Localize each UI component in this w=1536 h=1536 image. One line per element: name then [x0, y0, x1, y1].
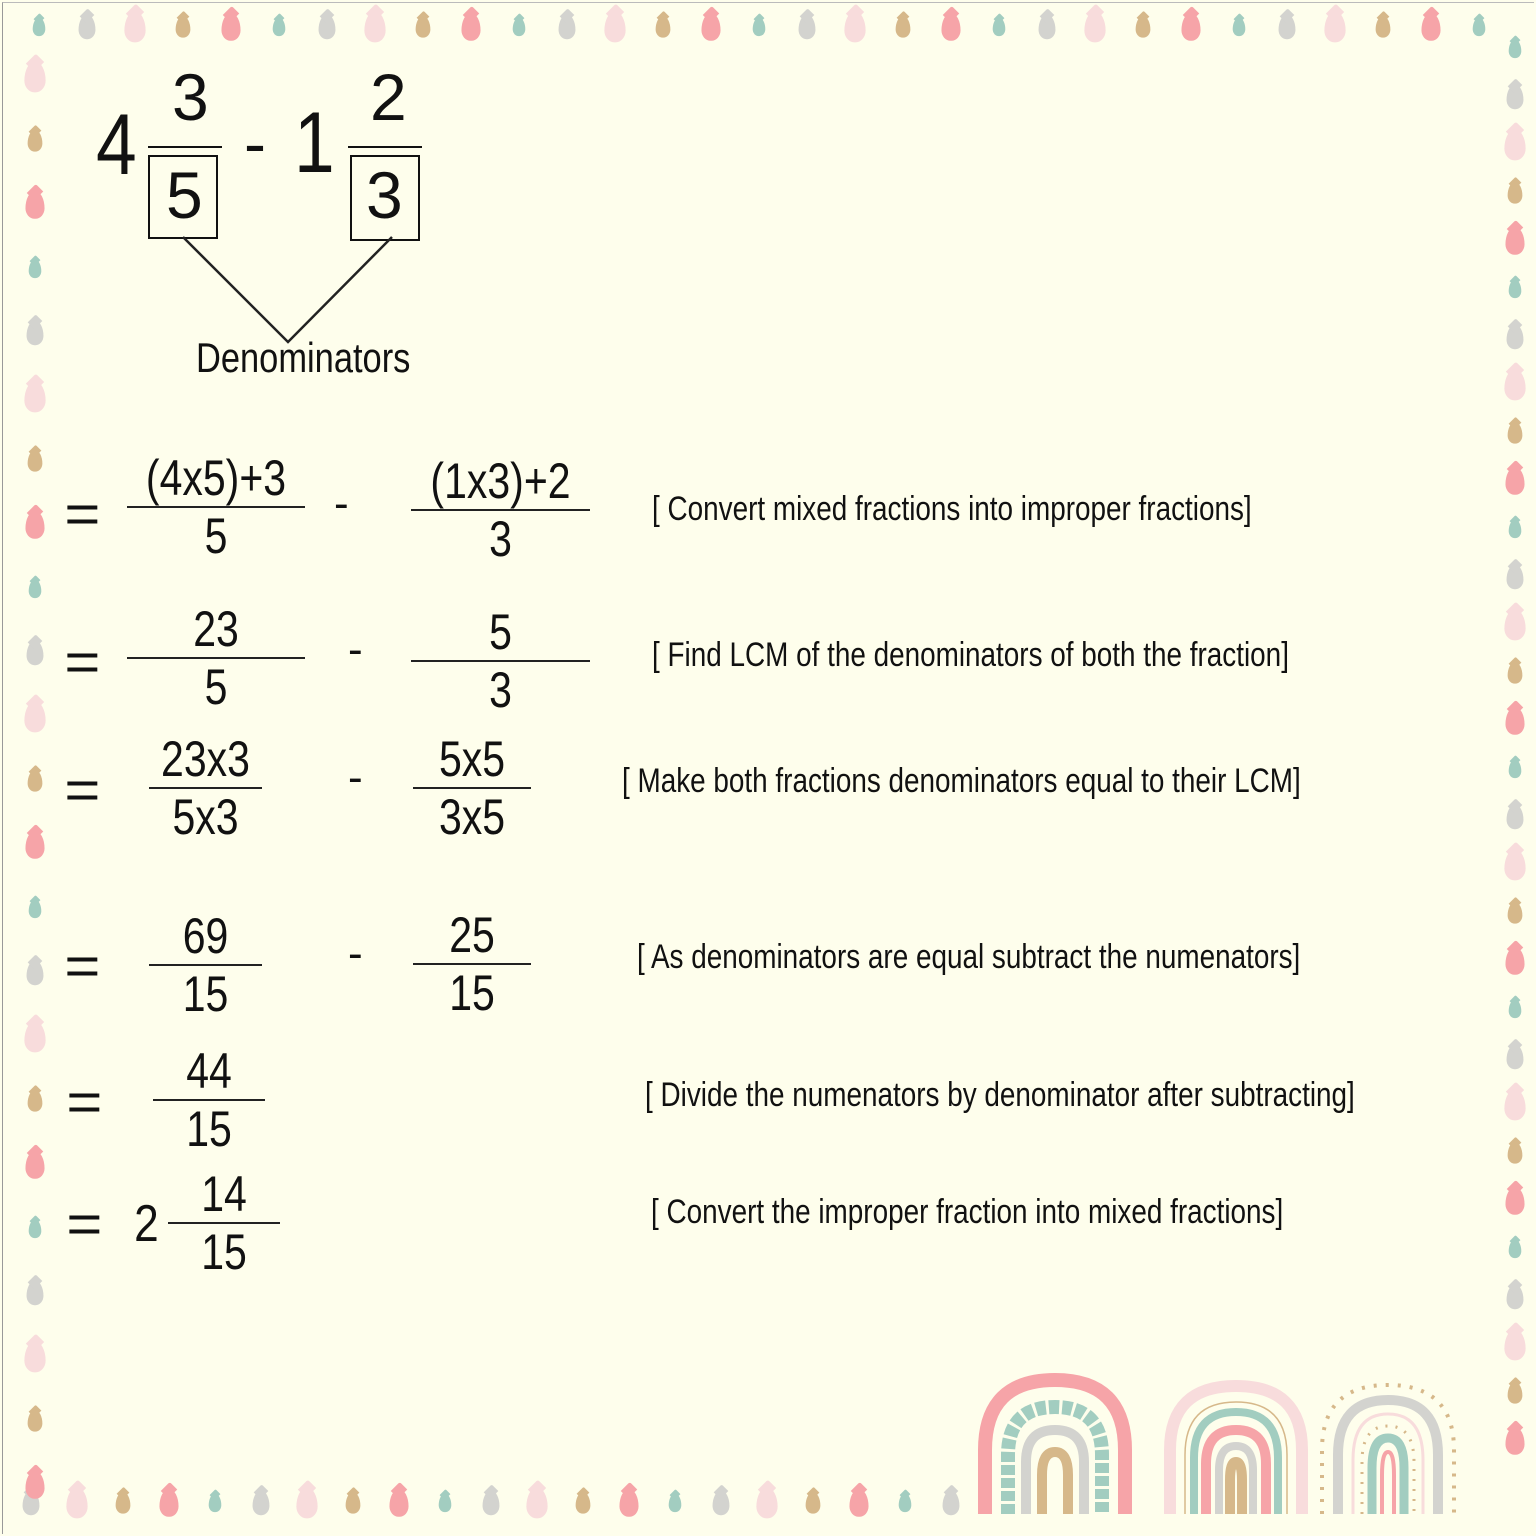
raindrop-icon [25, 1471, 44, 1499]
raindrop-icon [669, 1494, 682, 1512]
raindrop-icon [1376, 16, 1391, 37]
step-note: [ As denominators are equal subtract the numenators] [637, 938, 1301, 976]
raindrop-icon [1505, 707, 1524, 735]
numerator: 23 [193, 601, 239, 657]
minus-operator: - [348, 753, 363, 802]
numerator: 5 [489, 604, 512, 660]
raindrop-icon [1507, 1285, 1524, 1309]
raindrop-icon [29, 580, 42, 598]
right-fraction [413, 731, 531, 845]
raindrop-icon [1509, 520, 1522, 538]
raindrop-icon [806, 1492, 821, 1513]
rainbow-decorations [960, 1370, 1520, 1530]
right-fraction [411, 604, 590, 718]
raindrop-icon [1509, 1240, 1522, 1258]
left-fraction [127, 601, 305, 715]
raindrop-icon [559, 15, 576, 39]
denominator: 3x5 [438, 789, 506, 845]
equals-sign: = [64, 934, 101, 997]
raindrop-icon [28, 770, 43, 791]
raindrop-icon [701, 13, 720, 41]
raindrop-icon [27, 961, 44, 985]
raindrop-icon [29, 1220, 42, 1238]
denominator: 5 [204, 508, 228, 564]
raindrop-icon [1136, 16, 1151, 37]
raindrop-icon [1504, 1090, 1525, 1121]
numerator: 14 [201, 1166, 247, 1222]
raindrop-icon [25, 831, 44, 859]
numerator: (1x3)+2 [430, 453, 571, 509]
denominators-label: Denominators [196, 334, 411, 381]
raindrop-icon [1507, 325, 1524, 349]
raindrop-icon [1505, 947, 1524, 975]
numerator: 23x3 [161, 731, 250, 787]
raindrop-icon [1507, 565, 1524, 589]
raindrop-icon [1084, 12, 1105, 43]
raindrop-icon [1508, 182, 1523, 203]
raindrop-icon [25, 511, 44, 539]
raindrop-icon [439, 1494, 452, 1512]
denominator: 15 [201, 1224, 247, 1280]
minus-operator: - [334, 479, 349, 528]
raindrop-icon [209, 1494, 222, 1512]
raindrop-icon [116, 1492, 131, 1513]
denominator: 3 [489, 511, 512, 567]
minus-operator: - [244, 106, 266, 180]
raindrop-icon [1504, 130, 1525, 161]
left-fraction [149, 908, 262, 1022]
raindrop-icon [1504, 610, 1525, 641]
raindrop-icon [1505, 1187, 1524, 1215]
step-note: [ Convert the improper fraction into mixed fractions] [651, 1193, 1284, 1231]
raindrop-icon [24, 702, 45, 733]
left-fraction [127, 450, 305, 564]
right-fraction [413, 907, 531, 1021]
minus-operator: - [348, 929, 363, 978]
raindrop-icon [346, 1492, 361, 1513]
raindrop-icon [1507, 85, 1524, 109]
raindrop-icon [943, 1491, 960, 1515]
denominator: 5x3 [172, 789, 239, 845]
raindrop-icon [25, 1151, 44, 1179]
denominator: 15 [182, 966, 229, 1022]
raindrop-icon [844, 12, 865, 43]
numerator: 44 [186, 1043, 232, 1099]
raindrop-icon [619, 1489, 638, 1517]
raindrop-icon [1508, 422, 1523, 443]
raindrop-icon [1509, 40, 1522, 58]
denominator: 5 [204, 659, 228, 715]
raindrop-icon [1504, 370, 1525, 401]
raindrop-icon [1508, 662, 1523, 683]
raindrop-icon [1421, 13, 1440, 41]
raindrop-icon [1279, 15, 1296, 39]
numerator: 69 [182, 908, 229, 964]
raindrop-icon [1039, 15, 1056, 39]
raindrop-icon [993, 18, 1006, 36]
raindrop-icon [1509, 1000, 1522, 1018]
raindrop-icon [896, 16, 911, 37]
raindrop-icon [296, 1488, 317, 1519]
raindrop-icon [1505, 467, 1524, 495]
raindrop-icon [66, 1488, 87, 1519]
raindrop-icon [389, 1489, 408, 1517]
raindrop-icon [24, 1022, 45, 1053]
raindrop-icon [1508, 1142, 1523, 1163]
denominator-1: 5 [166, 158, 203, 232]
raindrop-icon [1473, 18, 1486, 36]
raindrop-icon [1181, 13, 1200, 41]
whole-number-2: 1 [294, 95, 335, 191]
numerator: (4x5)+3 [145, 450, 287, 506]
raindrop-icon [28, 1090, 43, 1111]
numerator-1: 3 [172, 60, 209, 134]
raindrop-icon [513, 18, 526, 36]
equals-sign: = [64, 482, 101, 545]
left-fraction [149, 731, 262, 845]
raindrop-icon [1324, 12, 1345, 43]
equals-sign: = [64, 758, 101, 821]
step-note: [ Divide the numenators by denominator after subtracting] [645, 1076, 1355, 1114]
raindrop-icon [28, 450, 43, 471]
equals-sign: = [66, 1192, 103, 1255]
denominator-2: 3 [366, 158, 403, 232]
raindrop-icon [1507, 1045, 1524, 1069]
denominator: 15 [449, 965, 495, 1021]
rainbow-2 [1170, 1386, 1302, 1514]
step-note: [ Convert mixed fractions into improper fractions] [652, 490, 1252, 528]
raindrop-icon [159, 1489, 178, 1517]
equals-sign: = [64, 630, 101, 693]
raindrop-icon [28, 1410, 43, 1431]
minus-operator: - [348, 625, 363, 674]
whole-number: 2 [134, 1195, 159, 1253]
whole-number-1: 4 [96, 97, 137, 193]
raindrop-icon [526, 1488, 547, 1519]
raindrop-icon [576, 1492, 591, 1513]
raindrop-icon [756, 1488, 777, 1519]
raindrop-icon [941, 13, 960, 41]
raindrop-icon [1509, 280, 1522, 298]
denominator: 3 [489, 662, 512, 718]
raindrop-icon [799, 15, 816, 39]
raindrop-icon [1505, 227, 1524, 255]
right-fraction [411, 453, 590, 567]
raindrop-icon [1504, 1330, 1525, 1361]
raindrop-icon [24, 1342, 45, 1373]
rainbow-3 [1322, 1385, 1454, 1514]
raindrop-icon [483, 1491, 500, 1515]
raindrop-icon [1509, 760, 1522, 778]
numerator-2: 2 [370, 60, 407, 134]
raindrop-icon [656, 16, 671, 37]
raindrop-icon [1507, 805, 1524, 829]
result-fraction [153, 1043, 265, 1157]
raindrop-icon [753, 18, 766, 36]
raindrop-icon [27, 1281, 44, 1305]
raindrop-icon [253, 1491, 270, 1515]
raindrop-icon [604, 12, 625, 43]
raindrop-icon [1233, 18, 1246, 36]
equals-sign: = [66, 1070, 103, 1133]
raindrop-icon [849, 1489, 868, 1517]
denominator: 15 [186, 1101, 232, 1157]
numerator: 25 [449, 907, 495, 963]
step-note: [ Find LCM of the denominators of both the fraction] [652, 636, 1289, 674]
step-note: [ Make both fractions denominators equal to their LCM] [622, 762, 1301, 800]
raindrop-icon [713, 1491, 730, 1515]
raindrop-icon [27, 641, 44, 665]
raindrop-icon [1508, 902, 1523, 923]
raindrop-icon [899, 1494, 912, 1512]
raindrop-icon [29, 900, 42, 918]
answer-fraction [168, 1166, 280, 1280]
numerator: 5x5 [438, 731, 506, 787]
rainbow-1 [985, 1380, 1125, 1514]
raindrop-icon [1504, 850, 1525, 881]
